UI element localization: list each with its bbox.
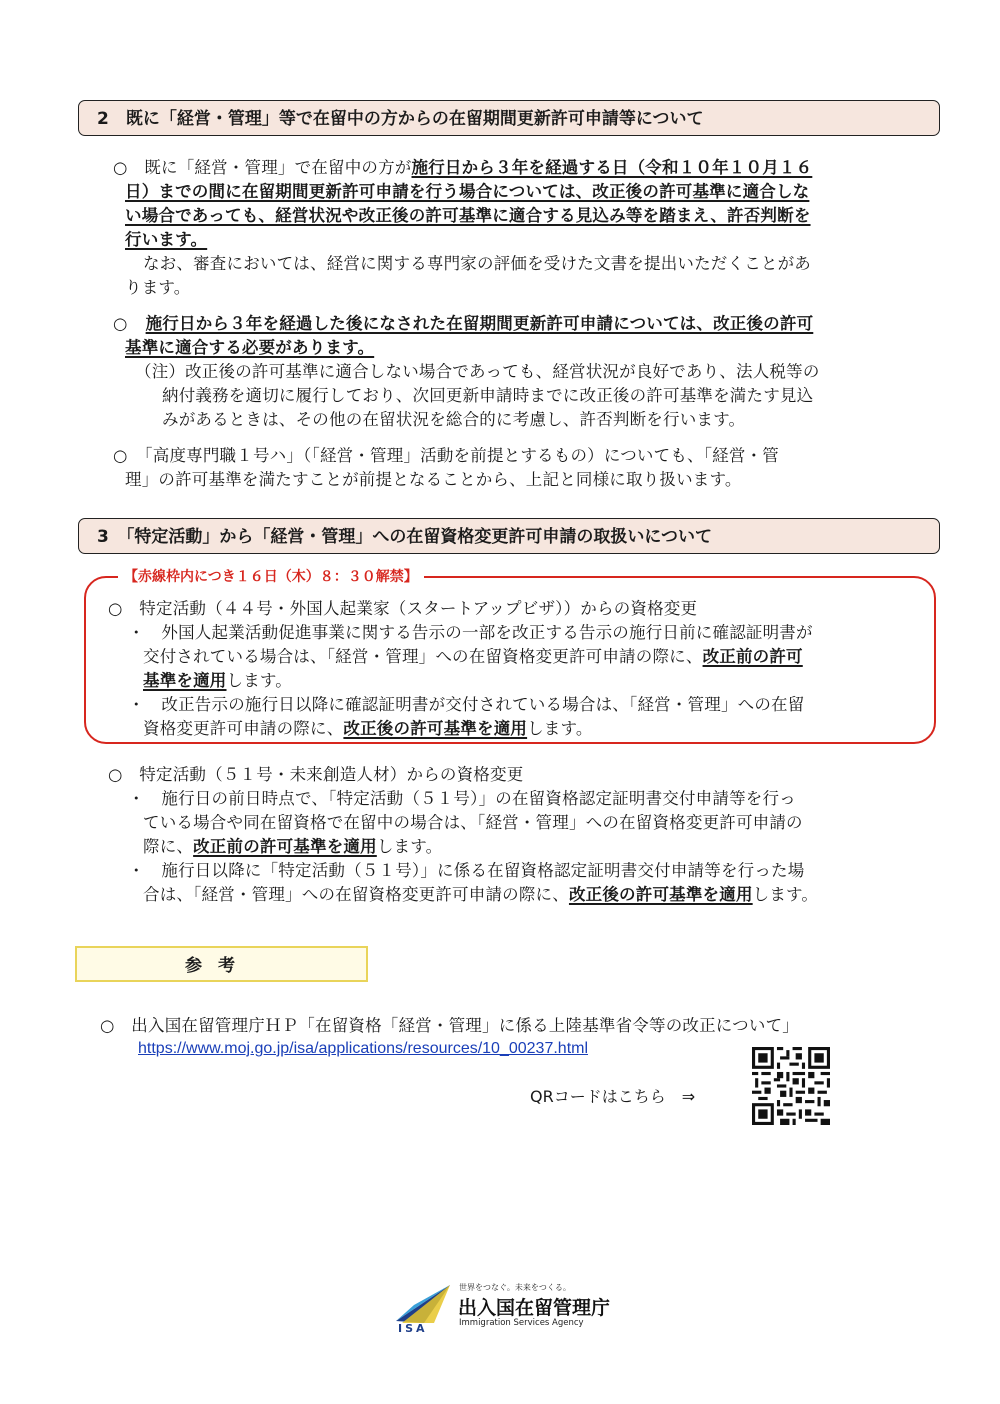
s3b-title: ○ 特定活動（５１号・未来創造人材）からの資格変更	[108, 765, 524, 784]
s2-p2-line1: なお、審査においては、経営に関する専門家の評価を受けた文書を提出いただくことがあ	[143, 254, 811, 273]
s3b-b2-line2-c: します。	[752, 885, 819, 904]
s2-p1-line4: 行います。	[125, 230, 208, 249]
s3a-b2-line1: ・ 改正告示の施行日以降に確認証明書が交付されている場合は、「経営・管理」への在留	[128, 695, 805, 714]
s2-p1-line1	[113, 156, 812, 180]
s3b-b2-line1: ・ 施行日以降に「特定活動（５１号）」に係る在留資格認定証明書交付申請等を行った場	[128, 861, 805, 880]
s3b-b1-line1: ・ 施行日の前日時点で、「特定活動（５１号）」の在留資格認定証明書交付申請等を行っ	[128, 789, 796, 808]
reference-title: 参考	[185, 956, 251, 976]
logo-name: 出入国在留管理庁	[458, 1297, 611, 1319]
s3b-b2-line2-b: 改正後の許可基準を適用	[568, 885, 753, 904]
section3-header: 3 「特定活動」から「経営・管理」への在留資格変更許可申請の取扱いについて	[78, 518, 940, 554]
s3a-title: ○ 特定活動（４４号・外国人起業家（スタートアップビザ））からの資格変更	[108, 599, 698, 618]
s3b-b2-line2	[143, 883, 818, 907]
s3b-b2-line2-a: 合は、「経営・管理」への在留資格変更許可申請の際に、	[143, 885, 569, 904]
reference-item: ○ 出入国在留管理庁ＨＰ「在留資格「経営・管理」に係る上陸基準省令等の改正について」	[100, 1016, 799, 1035]
isa-logo-icon	[394, 1283, 452, 1327]
s3b-b1-line3-b: 改正前の許可基準を適用	[193, 837, 377, 856]
embargo-label: 【赤線枠内につき１６日（木）８：３０解禁】	[118, 566, 424, 586]
s2-p4-line2: 理」の許可基準を満たすことが前提となることから、上記と同様に取り扱います。	[125, 470, 742, 489]
s2-p2-line2: ります。	[125, 278, 191, 297]
s2-p3-line2: 基準に適合する必要があります。	[125, 338, 375, 357]
s3a-b2-line2-b: 改正後の許可基準を適用	[343, 719, 528, 738]
s3b-b1-line3	[143, 835, 442, 859]
s3a-b1-line1: ・ 外国人起業活動促進事業に関する告示の一部を改正する告示の施行日前に確認証明書が	[128, 623, 813, 642]
qr-code-icon[interactable]	[752, 1047, 830, 1125]
s3a-b1-line2-a: 交付されている場合は、「経営・管理」への在留資格変更許可申請の際に、	[143, 647, 703, 666]
s3a-b1-line3-b: します。	[226, 671, 292, 690]
s3a-b1-line3-a: 基準を適用	[143, 671, 227, 690]
s2-p4-line1: ○ 「高度専門職１号ハ」（「経営・管理」活動を前提とするもの）についても、「経営・管	[113, 446, 779, 465]
s2-note-line3: みがあるときは、その他の在留状況を総合的に考慮し、許否判断を行います。	[162, 410, 746, 429]
s3b-b1-line2: ている場合や同在留資格で在留中の場合は、「経営・管理」への在留資格変更許可申請の	[143, 813, 803, 832]
s2-p3-line1-text: 施行日から３年を経過した後になされた在留期間更新許可申請については、改正後の許可	[145, 314, 814, 333]
logo-english: Immigration Services Agency	[459, 1318, 584, 1328]
s3a-b1-line2-b: 改正前の許可	[702, 647, 803, 666]
reference-link[interactable]: https://www.moj.go.jp/isa/applications/resources/10_00237.html	[138, 1040, 589, 1057]
s2-p3-bullet: ○	[113, 314, 128, 333]
s2-p1-line1-a: ○ 既に「経営・管理」で在留中の方が	[113, 158, 412, 177]
s2-p1-line1-b: 施行日から３年を経過する日（令和１０年１０月１６	[411, 158, 813, 177]
logo-abbr: ISA	[398, 1322, 428, 1335]
s2-p1-line3: い場合であっても、経営状況や改正後の許可基準に適合する見込み等を踏まえ、許否判断を	[125, 206, 811, 225]
logo-tagline: 世界をつなぐ。未来をつくる。	[459, 1283, 571, 1292]
s3a-b1-line3	[143, 669, 292, 693]
s3a-b2-line2-c: します。	[527, 719, 593, 738]
s3a-b2-line2	[143, 717, 593, 741]
s3a-b1-line2	[143, 645, 803, 669]
s3a-b2-line2-a: 資格変更許可申請の際に、	[143, 719, 344, 738]
s2-note-line2: 納付義務を適切に履行しており、次回更新申請時までに改正後の許可基準を満たす見込	[162, 386, 814, 405]
s2-p1-line2: 日）までの間に在留期間更新許可申請を行う場合については、改正後の許可基準に適合しな	[125, 182, 810, 201]
s2-p3-line1	[113, 312, 813, 336]
s3b-b1-line3-a: 際に、	[143, 837, 194, 856]
s2-note-line1: （注）改正後の許可基準に適合しない場合であっても、経営状況が良好であり、法人税等の	[135, 362, 820, 381]
section2-header: 2 既に「経営・管理」等で在留中の方からの在留期間更新許可申請等について	[78, 100, 940, 136]
qr-caption: QRコードはこちら ⇒	[530, 1087, 696, 1106]
s3b-b1-line3-c: します。	[376, 837, 443, 856]
